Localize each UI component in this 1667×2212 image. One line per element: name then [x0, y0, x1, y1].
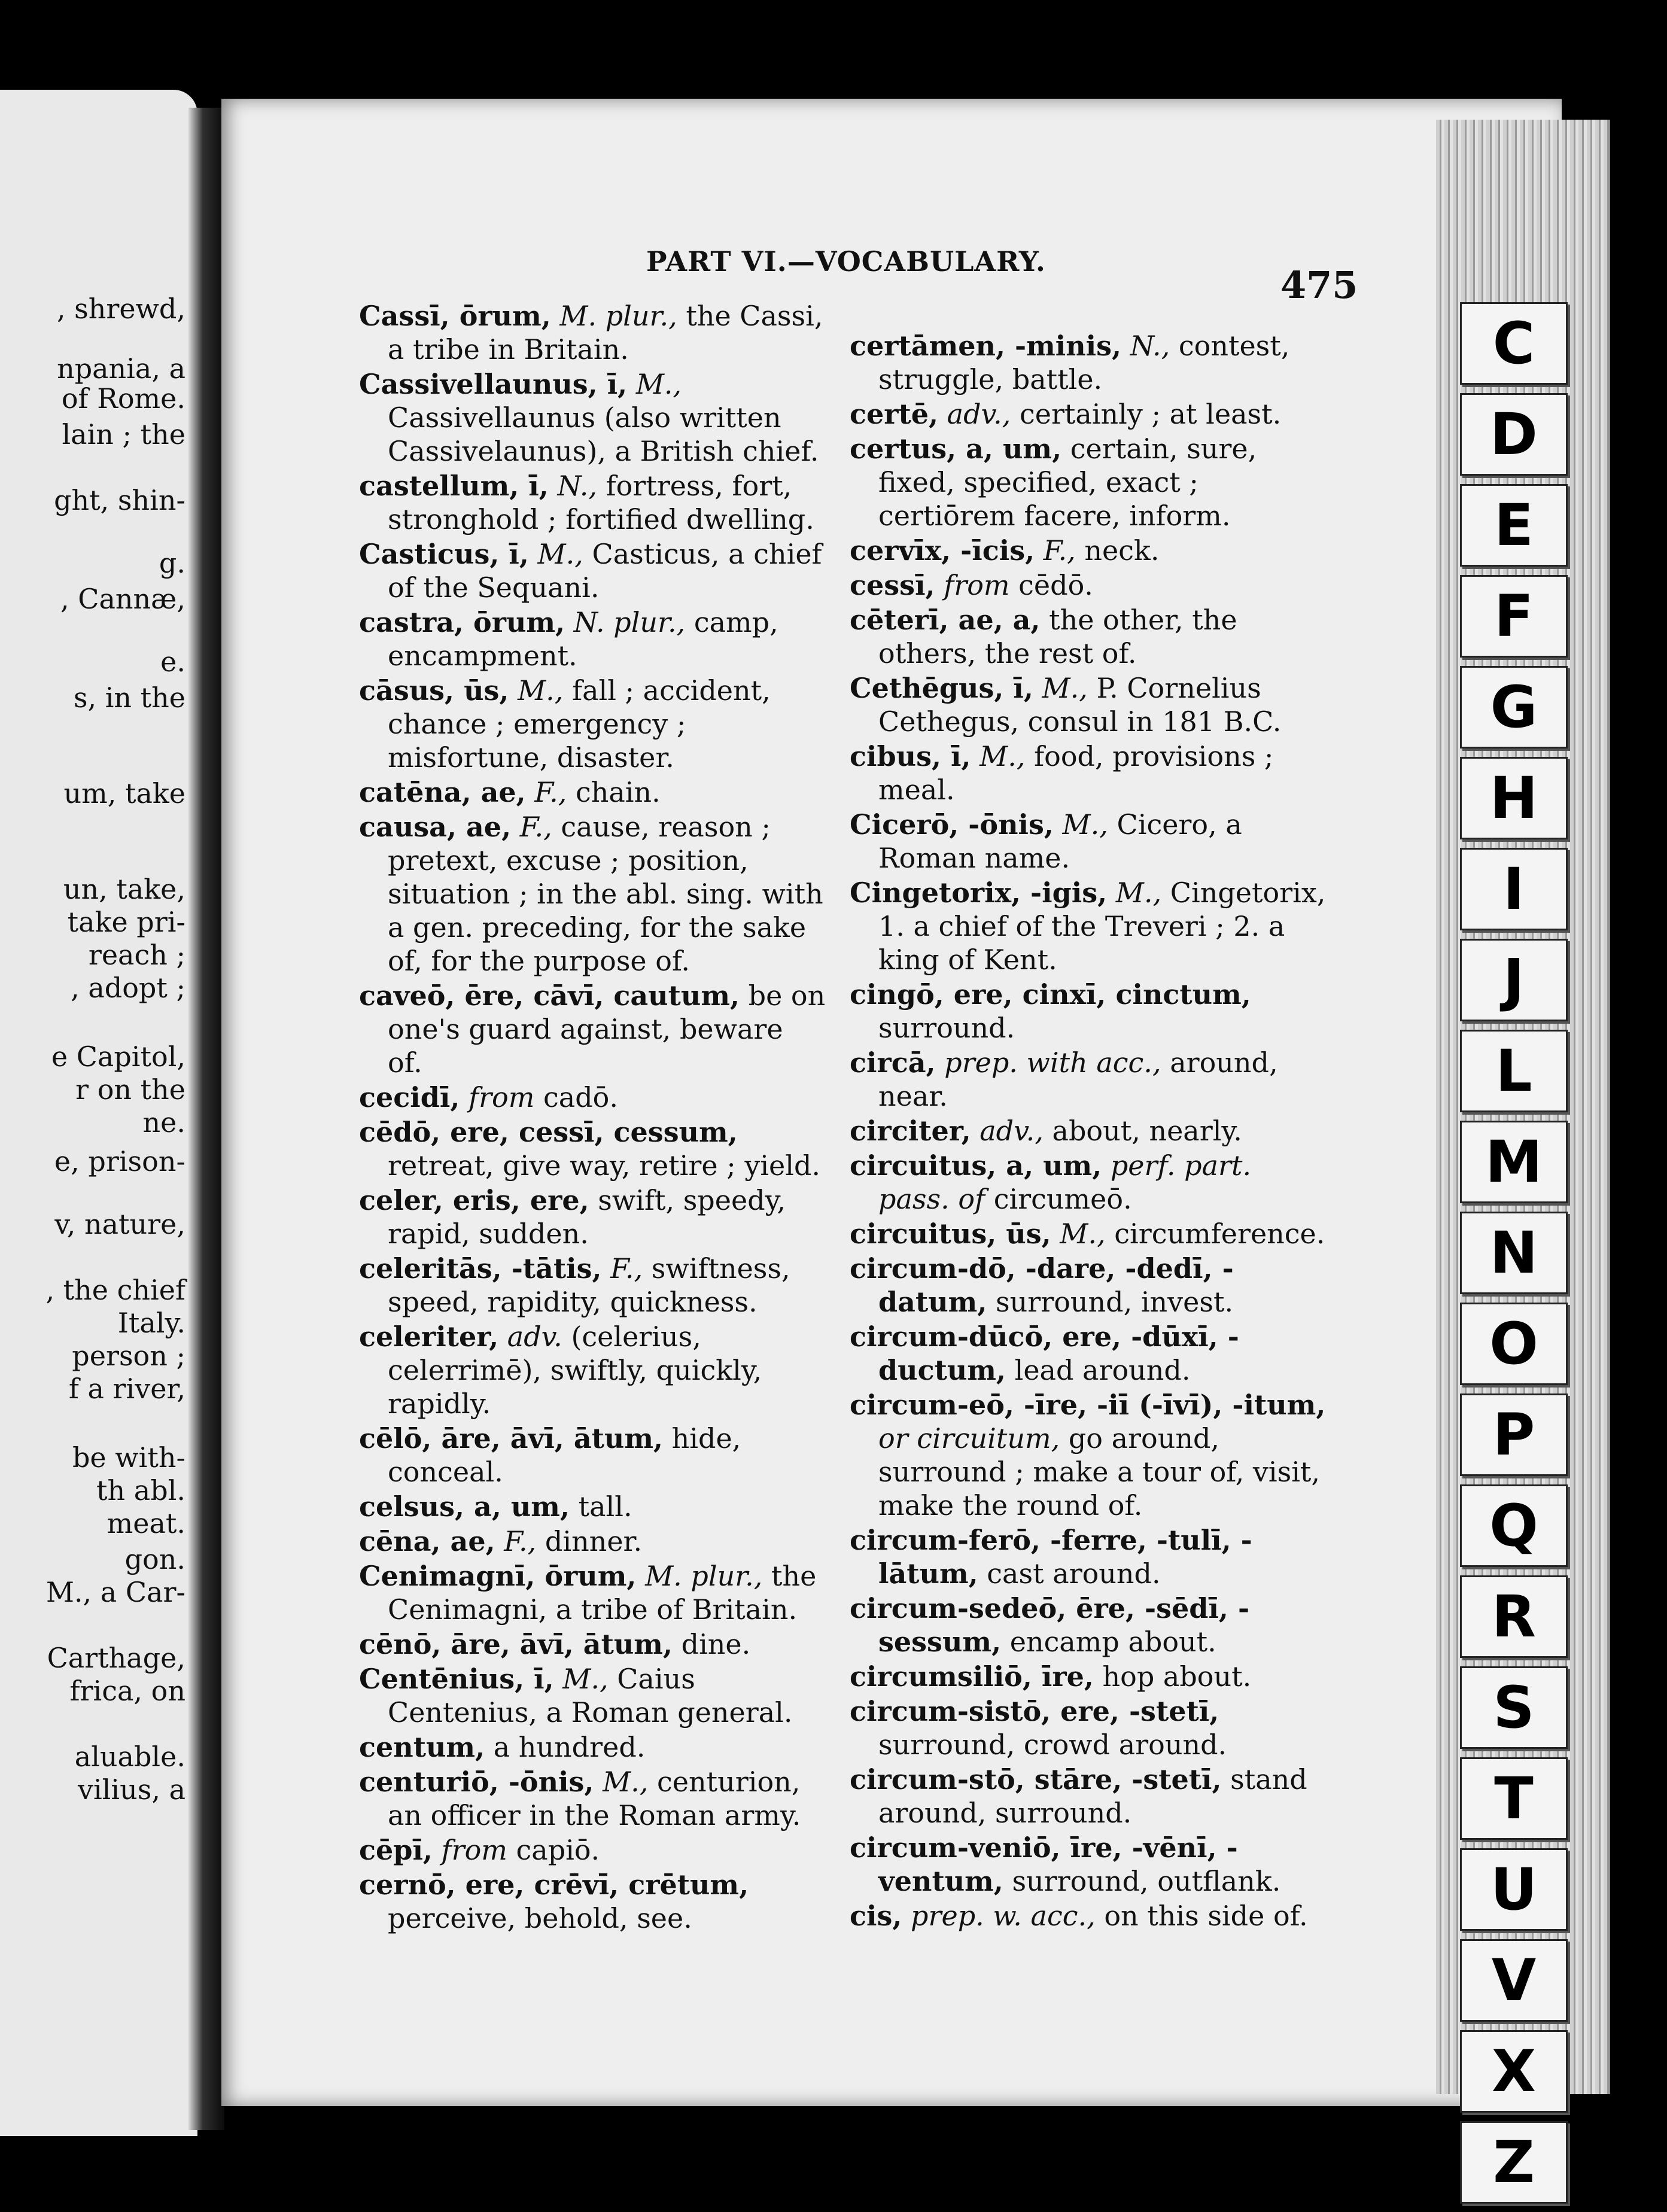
dictionary-entry [359, 1183, 826, 1250]
entry-headword: cēna, ae, [359, 1525, 495, 1557]
left-page-line: of Rome. [61, 382, 185, 415]
thumb-tab-o[interactable]: O [1460, 1303, 1568, 1385]
entry-grammar: F., [610, 1252, 643, 1285]
dictionary-entry [359, 367, 826, 468]
dictionary-entry [850, 534, 1328, 567]
dictionary-entry [359, 1115, 826, 1182]
dictionary-entry [359, 1833, 826, 1867]
dictionary-entry [359, 1525, 826, 1558]
left-page-line: , adopt ; [71, 972, 185, 1004]
dictionary-entry [850, 1252, 1328, 1319]
dictionary-entry [850, 671, 1328, 738]
thumb-tab-l[interactable]: L [1460, 1030, 1568, 1112]
entry-grammar: M. plur., [645, 1560, 763, 1592]
dictionary-entry [359, 1730, 826, 1764]
entry-grammar: M., [1060, 1218, 1106, 1250]
entry-definition: circumeō. [993, 1183, 1132, 1215]
dictionary-entry [359, 775, 826, 809]
entry-definition: stand around, surround. [878, 1763, 1307, 1829]
vocabulary-column-right [850, 329, 1328, 1934]
entry-headword: Cassivellaunus, ī, [359, 368, 628, 400]
dictionary-entry [359, 1252, 826, 1319]
entry-definition: circumference. [1114, 1218, 1325, 1250]
entry-definition: cadō. [543, 1081, 618, 1113]
entry-grammar: M., [979, 740, 1026, 772]
dictionary-entry [850, 1217, 1328, 1250]
left-page-line: Italy. [117, 1307, 185, 1339]
dictionary-entry [850, 1114, 1328, 1148]
entry-definition: fortress, fort, stronghold ; fortified dwelling. [388, 470, 814, 535]
entry-grammar: from [469, 1081, 535, 1113]
dictionary-entry [850, 978, 1328, 1045]
dictionary-entry [850, 1523, 1328, 1590]
dictionary-entry [850, 1694, 1328, 1761]
left-page-line: e. [160, 646, 185, 678]
thumb-tab-t[interactable]: T [1460, 1757, 1568, 1840]
dictionary-entry [850, 808, 1328, 875]
entry-definition: surround, outflank. [1012, 1865, 1281, 1897]
thumb-tab-z[interactable]: Z [1460, 2121, 1568, 2204]
dictionary-entry [359, 1559, 826, 1626]
dictionary-entry [850, 1831, 1328, 1898]
entry-definition: surround, crowd around. [878, 1729, 1227, 1761]
entry-definition: swiftness, speed, rapidity, quickness. [388, 1252, 790, 1318]
dictionary-entry [850, 1592, 1328, 1659]
thumb-tab-f[interactable]: F [1460, 575, 1568, 658]
page-header: PART VI.—VOCABULARY. [646, 245, 1046, 278]
dictionary-entry [359, 810, 826, 978]
entry-grammar: adv., [979, 1115, 1044, 1147]
entry-grammar: M., [562, 1663, 609, 1695]
entry-definition: camp, encampment. [388, 606, 778, 672]
thumb-tab-e[interactable]: E [1460, 484, 1568, 567]
entry-headword: castellum, ī, [359, 470, 549, 502]
entry-definition: about, nearly. [1052, 1115, 1242, 1147]
entry-definition: perceive, behold, see. [388, 1902, 692, 1934]
thumb-tab-i[interactable]: I [1460, 848, 1568, 930]
entry-definition: encamp about. [1009, 1626, 1216, 1658]
entry-definition: contest, struggle, battle. [878, 330, 1290, 395]
thumb-tab-n[interactable]: N [1460, 1212, 1568, 1294]
entry-definition: a hundred. [493, 1731, 646, 1763]
entry-grammar: N. plur., [573, 606, 686, 638]
dictionary-entry [359, 1422, 826, 1489]
dictionary-entry [359, 674, 826, 774]
entry-headword: centum, [359, 1731, 485, 1763]
left-page-line: person ; [72, 1340, 185, 1372]
entry-grammar: F., [534, 776, 567, 808]
entry-grammar: N., [557, 470, 597, 502]
dictionary-entry [359, 537, 826, 604]
entry-headword: circuitus, ūs, [850, 1218, 1051, 1250]
entry-definition: Casticus, a chief of the Sequani. [388, 538, 822, 604]
entry-definition: tall. [578, 1490, 632, 1523]
entry-headword: circum-dō, -dare, -dedī, -datum, [850, 1252, 1234, 1318]
left-page-line: v, nature, [54, 1208, 185, 1240]
left-page-line: e Capitol, [51, 1040, 185, 1073]
entry-headword: cēterī, ae, a, [850, 604, 1041, 636]
entry-headword: Cicerō, -ōnis, [850, 808, 1054, 841]
dictionary-entry [359, 299, 826, 366]
left-page-line: gon. [124, 1543, 185, 1575]
dictionary-entry [359, 1320, 826, 1420]
thumb-tab-p[interactable]: P [1460, 1393, 1568, 1476]
dictionary-entry [850, 603, 1328, 670]
entry-headword: Cassī, ōrum, [359, 300, 551, 332]
entry-headword: certē, [850, 398, 939, 430]
dictionary-entry [359, 469, 826, 536]
dictionary-entry [359, 1868, 826, 1935]
left-page-line: th abl. [96, 1474, 185, 1507]
entry-definition: lead around. [1014, 1354, 1191, 1386]
entry-headword: cēnō, āre, āvī, ātum, [359, 1628, 673, 1660]
entry-headword: cēpī, [359, 1834, 433, 1866]
entry-headword: circum-eō, -īre, -iī (-īvī), -itum, [850, 1389, 1326, 1421]
entry-headword: celsus, a, um, [359, 1490, 570, 1523]
entry-headword: castra, ōrum, [359, 606, 565, 638]
left-page-line: un, take, [63, 873, 185, 905]
vocabulary-column-left [359, 299, 826, 1936]
left-page-line: vilius, a [77, 1773, 185, 1806]
entry-definition: cast around. [987, 1557, 1161, 1590]
left-page-line: reach ; [88, 939, 185, 971]
entry-grammar: prep. with acc., [944, 1046, 1161, 1079]
dictionary-entry [850, 740, 1328, 807]
entry-headword: celeritās, -tātis, [359, 1252, 602, 1285]
left-page-line: e, prison- [54, 1145, 185, 1177]
dictionary-entry [850, 329, 1328, 396]
entry-headword: cingō, ere, cinxī, cinctum, [850, 978, 1251, 1011]
entry-definition: cause, reason ; pretext, excuse ; position, situation ; in the abl. sing. with a gen. preceding, for the sake of, for the purpose of. [388, 811, 823, 977]
entry-definition: neck. [1084, 534, 1160, 567]
thumb-tab-h[interactable]: H [1460, 757, 1568, 839]
entry-grammar: M., [1042, 672, 1088, 704]
entry-headword: Cingetorix, -igis, [850, 877, 1108, 909]
entry-definition: surround. [878, 1012, 1015, 1044]
left-page-line: npania, a [57, 352, 185, 385]
thumb-tab-q[interactable]: Q [1460, 1484, 1568, 1567]
entry-grammar: M., [537, 538, 583, 570]
entry-grammar: prep. w. acc., [911, 1900, 1096, 1932]
left-page-line: frica, on [69, 1675, 185, 1707]
entry-definition: (celerius, celerrimē), swiftly, quickly, rapidly. [388, 1320, 762, 1420]
entry-headword: cernō, ere, crēvī, crētum, [359, 1869, 749, 1901]
entry-headword: cervīx, -īcis, [850, 534, 1035, 567]
entry-headword: cēlō, āre, āvī, ātum, [359, 1422, 664, 1455]
entry-headword: Casticus, ī, [359, 538, 529, 570]
entry-grammar: from [944, 569, 1010, 601]
left-page-line: r on the [75, 1073, 185, 1106]
entry-grammar: M. plur., [559, 300, 677, 332]
entry-grammar: M., [635, 368, 682, 400]
entry-grammar: F., [504, 1525, 537, 1557]
dictionary-entry [850, 1660, 1328, 1693]
left-page-line: aluable. [74, 1741, 185, 1773]
entry-headword: cessī, [850, 569, 935, 601]
left-page-line: um, take [63, 777, 185, 810]
entry-definition: go around, surround ; make a tour of, visit, make the round of. [878, 1422, 1321, 1522]
entry-definition: Cicero, a Roman name. [878, 808, 1242, 874]
entry-headword: cēdō, ere, cessī, cessum, [359, 1116, 738, 1148]
left-page-line: Carthage, [47, 1642, 185, 1674]
dictionary-entry [850, 1046, 1328, 1113]
entry-definition: certainly ; at least. [1019, 398, 1282, 430]
dictionary-entry [850, 397, 1328, 431]
dictionary-entry [850, 1388, 1328, 1522]
entry-headword: circum-sistō, ere, -stetī, [850, 1695, 1219, 1727]
entry-definition: certain, sure, fixed, specified, exact ; certiōrem facere, inform. [878, 433, 1257, 532]
dictionary-entry [850, 876, 1328, 976]
left-page-line: , Cannæ, [60, 583, 185, 615]
entry-headword: cis, [850, 1900, 902, 1932]
entry-headword: cecidī, [359, 1081, 460, 1113]
entry-grammar: or circuitum, [878, 1422, 1060, 1455]
entry-definition: P. Cornelius Cethegus, consul in 181 B.C. [878, 672, 1282, 738]
dictionary-entry [359, 1490, 826, 1523]
dictionary-entry [850, 1320, 1328, 1387]
entry-headword: circiter, [850, 1115, 971, 1147]
dictionary-entry [850, 1149, 1328, 1216]
dictionary-entry [359, 1765, 826, 1832]
entry-definition: hide, conceal. [388, 1422, 741, 1488]
entry-definition: the Cenimagni, a tribe of Britain. [388, 1560, 817, 1626]
left-page-line: , the chief [45, 1274, 185, 1306]
entry-headword: catēna, ae, [359, 776, 526, 808]
left-page-line: g. [159, 547, 185, 579]
thumb-index [1460, 302, 1568, 2212]
dictionary-entry [850, 568, 1328, 602]
page-number: 475 [1280, 263, 1358, 307]
left-page-line: M., a Car- [45, 1576, 185, 1608]
left-page-line: , shrewd, [56, 293, 185, 325]
entry-headword: circum-veniō, īre, -vēnī, -ventum, [850, 1831, 1238, 1897]
dictionary-entry [359, 979, 826, 1079]
entry-definition: surround, invest. [995, 1286, 1234, 1318]
entry-definition: capiō. [516, 1834, 600, 1866]
left-page-line: lain ; the [62, 418, 185, 451]
left-page-line: take pri- [67, 906, 185, 938]
left-page-line: f a river, [68, 1373, 185, 1405]
left-page-line: ght, shin- [54, 484, 185, 516]
entry-grammar: adv., [947, 398, 1011, 430]
entry-definition: retreat, give way, retire ; yield. [388, 1149, 821, 1182]
entry-definition: food, provisions ; meal. [878, 740, 1274, 806]
dictionary-entry [359, 1081, 826, 1114]
entry-headword: circā, [850, 1046, 936, 1079]
dictionary-entry [359, 1662, 826, 1729]
entry-headword: certus, a, um, [850, 433, 1062, 465]
entry-definition: around, near. [878, 1046, 1278, 1112]
entry-definition: Cingetorix, 1. a chief of the Treveri ; 2. a king of Kent. [878, 877, 1326, 976]
dictionary-entry [359, 1627, 826, 1661]
dictionary-entry [359, 606, 826, 673]
entry-headword: Cenimagnī, ōrum, [359, 1560, 637, 1592]
entry-grammar: M., [1115, 877, 1162, 909]
thumb-tab-c[interactable]: C [1460, 302, 1568, 385]
entry-definition: the other, the others, the rest of. [878, 604, 1237, 670]
entry-definition: on this side of. [1104, 1900, 1308, 1932]
thumb-tab-g[interactable]: G [1460, 666, 1568, 749]
left-page-line: ne. [142, 1106, 185, 1139]
entry-definition: swift, speedy, rapid, sudden. [388, 1184, 786, 1250]
entry-definition: hop about. [1102, 1660, 1252, 1693]
entry-grammar: M., [603, 1766, 649, 1798]
entry-headword: celeriter, [359, 1320, 499, 1353]
entry-definition: centurion, an officer in the Roman army. [388, 1766, 801, 1831]
entry-grammar: M., [1062, 808, 1108, 841]
thumb-tab-m[interactable]: M [1460, 1121, 1568, 1203]
entry-definition: dinner. [544, 1525, 643, 1557]
entry-headword: circuitus, a, um, [850, 1149, 1102, 1182]
entry-grammar: F., [1043, 534, 1076, 567]
entry-definition: chain. [575, 776, 661, 808]
entry-grammar: N., [1130, 330, 1170, 362]
entry-definition: Cassivellaunus (also written Cassivelaunus), a British chief. [388, 401, 819, 467]
entry-definition: cēdō. [1018, 569, 1093, 601]
entry-headword: cibus, ī, [850, 740, 971, 772]
entry-headword: circum-stō, stāre, -stetī, [850, 1763, 1222, 1796]
entry-grammar: from [441, 1834, 507, 1866]
thumb-tab-d[interactable]: D [1460, 393, 1568, 476]
entry-grammar: perf. part. pass. of [878, 1149, 1252, 1215]
thumb-tab-v[interactable]: V [1460, 1939, 1568, 2022]
dictionary-entry [850, 432, 1328, 533]
left-page-line: meat. [107, 1507, 185, 1539]
thumb-tab-r[interactable]: R [1460, 1575, 1568, 1658]
entry-headword: Centēnius, ī, [359, 1663, 554, 1695]
entry-headword: celer, eris, ere, [359, 1184, 589, 1216]
entry-grammar: M., [518, 674, 564, 707]
thumb-tab-s[interactable]: S [1460, 1666, 1568, 1749]
book-gutter [188, 108, 224, 2130]
entry-definition: the Cassi, a tribe in Britain. [388, 300, 823, 366]
thumb-tab-x[interactable]: X [1460, 2030, 1568, 2113]
entry-headword: circum-ferō, -ferre, -tulī, -lātum, [850, 1524, 1252, 1590]
thumb-tab-u[interactable]: U [1460, 1848, 1568, 1931]
entry-definition: dine. [681, 1628, 751, 1660]
dictionary-entry [850, 1763, 1328, 1830]
left-page-line: s, in the [73, 681, 185, 714]
thumb-tab-j[interactable]: J [1460, 939, 1568, 1021]
entry-headword: circumsiliō, īre, [850, 1660, 1094, 1693]
entry-grammar: F., [519, 811, 552, 843]
entry-headword: causa, ae, [359, 811, 512, 843]
entry-definition: be on one's guard against, beware of. [388, 979, 826, 1079]
entry-headword: Cethēgus, ī, [850, 672, 1033, 704]
left-page-line: be with- [72, 1441, 185, 1474]
entry-headword: cāsus, ūs, [359, 674, 509, 707]
entry-headword: circum-sedeō, ēre, -sēdī, -sessum, [850, 1592, 1250, 1658]
entry-definition: fall ; accident, chance ; emergency ; misfortune, disaster. [388, 674, 771, 774]
dictionary-entry [850, 1899, 1328, 1933]
entry-headword: caveō, ēre, cāvī, cautum, [359, 979, 740, 1012]
entry-grammar: adv. [507, 1320, 562, 1353]
entry-headword: circum-dūcō, ere, -dūxī, -ductum, [850, 1320, 1239, 1386]
entry-headword: centuriō, -ōnis, [359, 1766, 594, 1798]
entry-headword: certāmen, -minis, [850, 330, 1122, 362]
entry-definition: Caius Centenius, a Roman general. [388, 1663, 793, 1729]
